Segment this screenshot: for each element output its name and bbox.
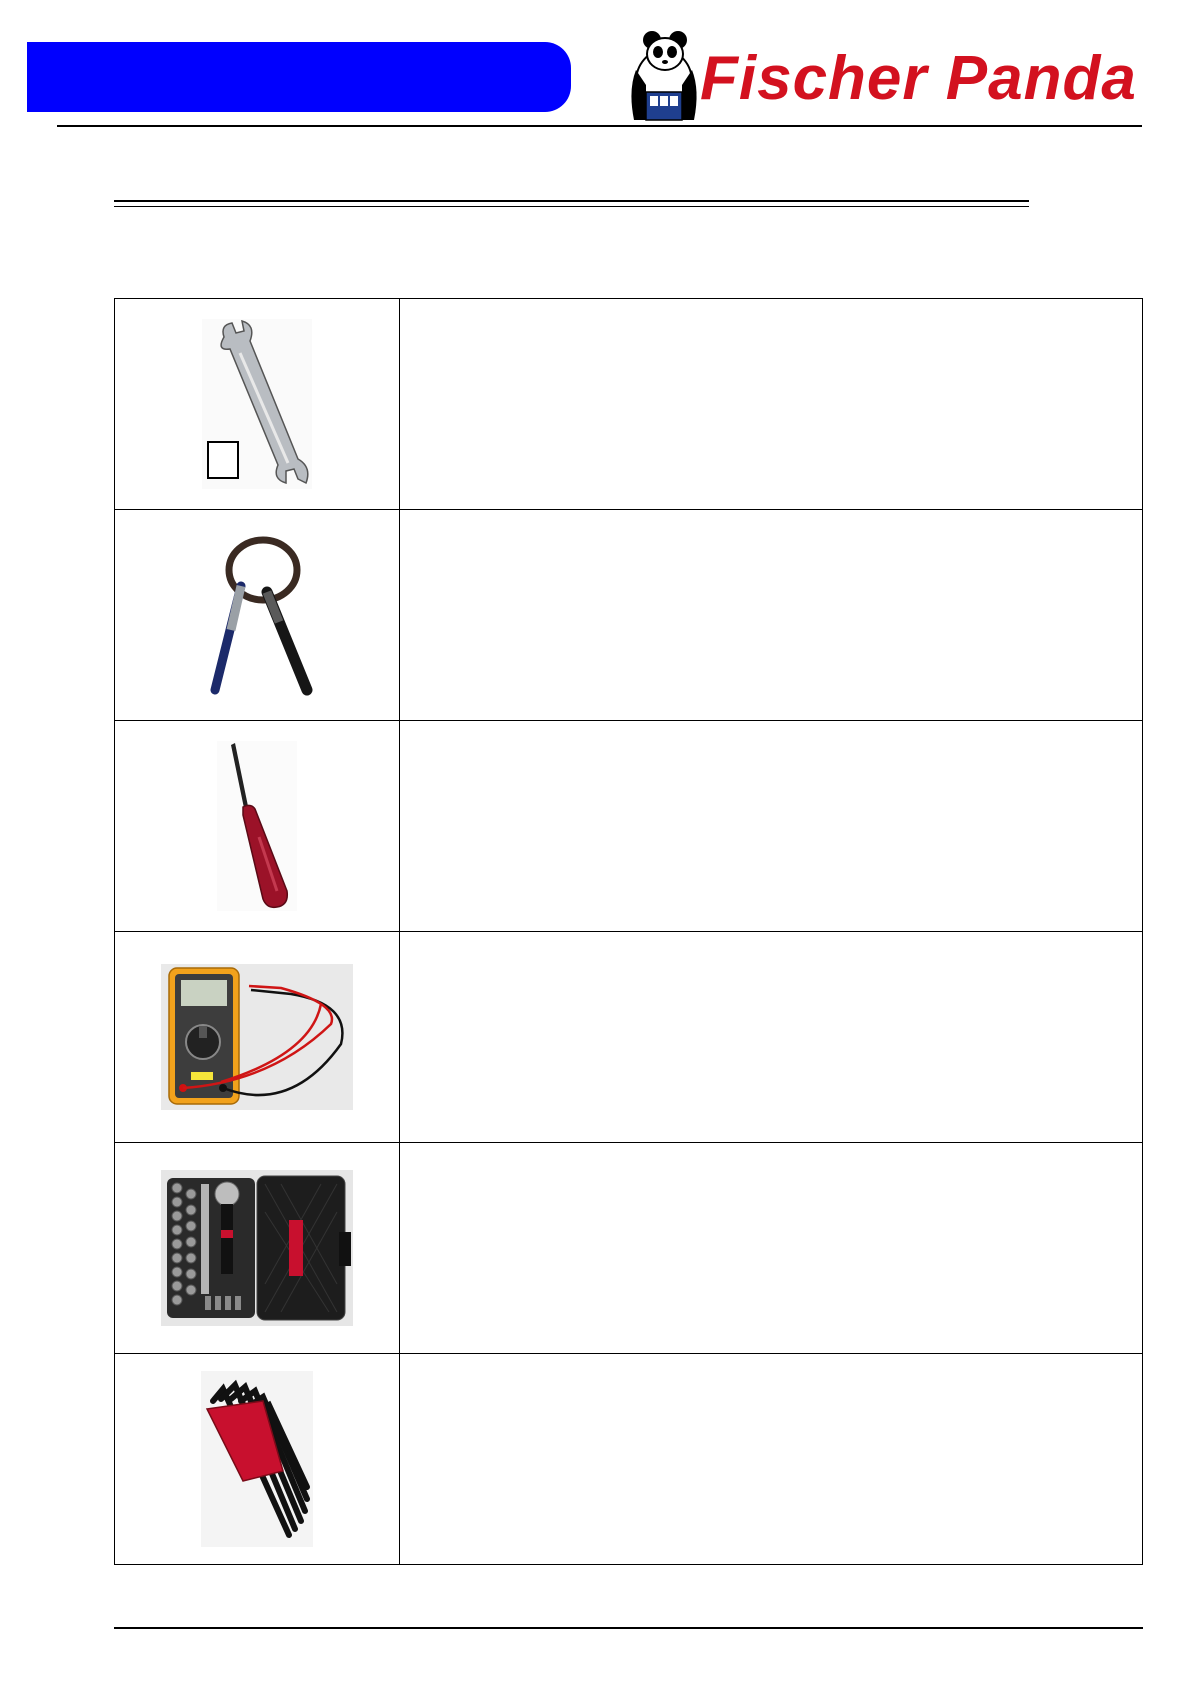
tools-table (114, 298, 1143, 1565)
tool-image-cell (115, 721, 400, 932)
footer-divider (114, 1627, 1143, 1629)
tool-image-cell (115, 1143, 400, 1354)
tool-image-cell (115, 1354, 400, 1565)
tool-row (115, 299, 1143, 510)
tool-row (115, 932, 1143, 1143)
tool-row (115, 1143, 1143, 1354)
screwdriver-icon (217, 741, 297, 911)
checkbox-icon[interactable] (207, 441, 239, 479)
tool-description (400, 932, 1143, 1143)
tool-row (115, 510, 1143, 721)
tool-row (115, 1354, 1143, 1565)
tool-description (400, 721, 1143, 932)
tool-description (400, 1143, 1143, 1354)
section-title-rule-thin (114, 206, 1029, 207)
header-divider (57, 125, 1142, 127)
fischer-panda-logo (624, 30, 1144, 122)
tool-description (400, 1354, 1143, 1565)
header-color-bar (27, 42, 571, 112)
brand-name: Fischer Panda (700, 44, 1137, 113)
tool-description (400, 510, 1143, 721)
tool-image-cell (115, 932, 400, 1143)
socket-set-case-icon (161, 1170, 353, 1326)
multimeter-icon (161, 964, 353, 1110)
panda-icon (624, 30, 704, 122)
tool-image-cell (115, 510, 400, 721)
section-title-rule (114, 200, 1029, 202)
oil-filter-strap-wrench-icon (197, 530, 317, 700)
hex-key-set-icon (201, 1371, 313, 1547)
tool-row (115, 721, 1143, 932)
tool-description (400, 299, 1143, 510)
tool-image-cell (115, 299, 400, 510)
